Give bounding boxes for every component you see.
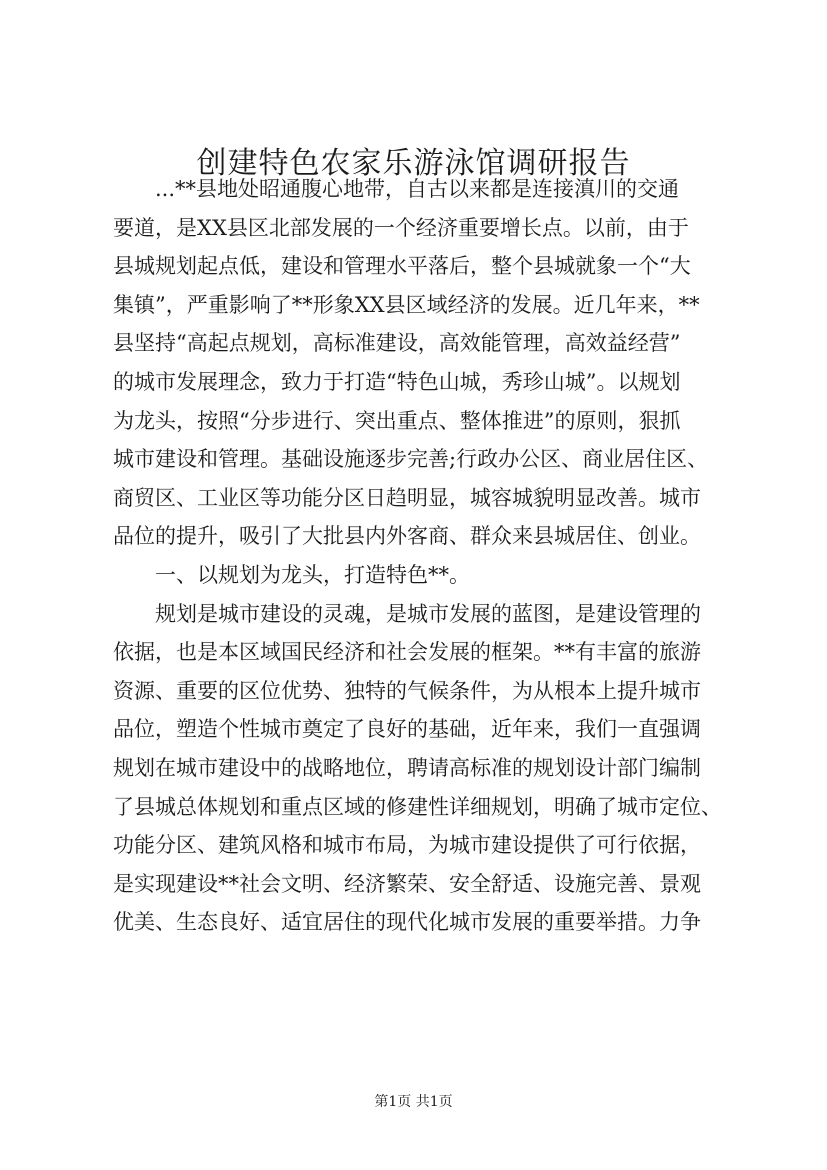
page-footer: 第1页 共1页	[374, 1094, 453, 1110]
body-line: ...**县地处昭通腹心地带，自古以来都是连接滇川的交通	[113, 177, 680, 201]
body-line: 资源、重要的区位优势、独特的气候条件，为从根本上提升城市	[113, 678, 701, 703]
body-line: 县城规划起点低，建设和管理水平落后，整个县城就象一个“大	[113, 254, 691, 279]
document-body	[113, 170, 733, 942]
body-line: 的城市发展理念，致力于打造“特色山城，秀珍山城”。以规划	[113, 369, 681, 394]
body-line: 了县城总体规划和重点区域的修建性详细规划，明确了城市定位、	[113, 794, 722, 819]
body-line: 依据，也是本区域国民经济和社会发展的框架。**有丰富的旅游	[113, 640, 701, 665]
body-line: 商贸区、工业区等功能分区日趋明显，城容城貌明显改善。城市	[113, 485, 701, 510]
body-line: 规划是城市建设的灵魂，是城市发展的蓝图，是建设管理的	[113, 601, 701, 626]
section-heading: 一、以规划为龙头，打造特色**。	[113, 562, 470, 587]
body-line: 功能分区、建筑风格和城市布局，为城市建设提供了可行依据，	[113, 833, 701, 858]
body-line: 规划在城市建设中的战略地位，聘请高标准的规划设计部门编制	[113, 755, 701, 780]
document-title: 创建特色农家乐游泳馆调研报告	[196, 146, 631, 181]
body-line: 优美、生态良好、适宜居住的现代化城市发展的重要举措。力争	[113, 910, 701, 935]
body-line: 品位的提升，吸引了大批县内外客商、群众来县城居住、创业。	[113, 524, 701, 549]
body-line: 城市建设和管理。基础设施逐步完善;行政办公区、商业居住区、	[113, 447, 709, 472]
body-line: 为龙头，按照“分步进行、突出重点、整体推进”的原则，狠抓	[113, 408, 681, 433]
body-line: 集镇”，严重影响了**形象XX县区域经济的发展。近几年来，**	[113, 292, 700, 317]
body-line: 县坚持“高起点规划，高标准建设，高效能管理，高效益经营”	[113, 331, 681, 356]
body-line: 是实现建设**社会文明、经济繁荣、安全舒适、设施完善、景观	[113, 871, 701, 896]
body-line: 品位，塑造个性城市奠定了良好的基础，近年来，我们一直强调	[113, 717, 701, 742]
body-line: 要道，是XX县区北部发展的一个经济重要增长点。以前，由于	[113, 215, 689, 240]
